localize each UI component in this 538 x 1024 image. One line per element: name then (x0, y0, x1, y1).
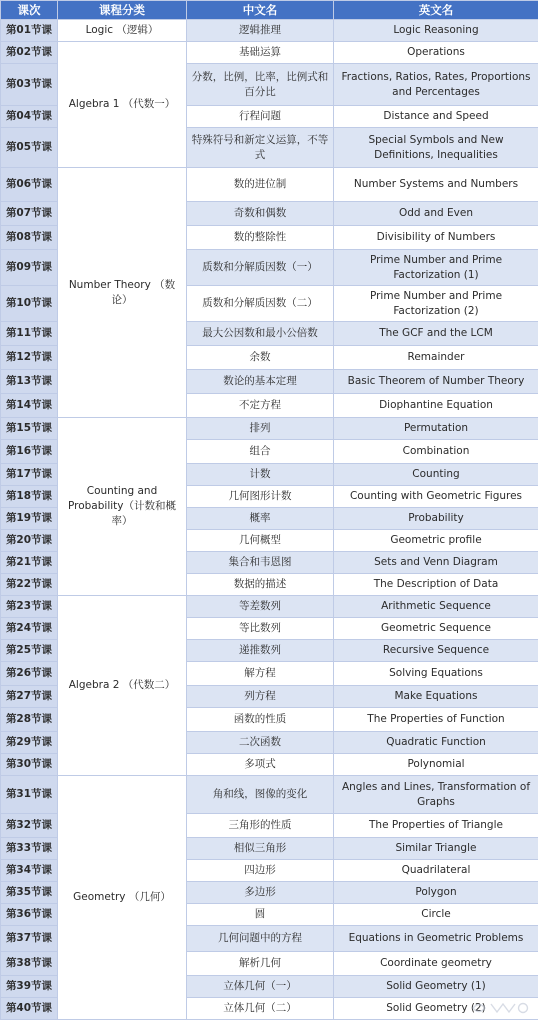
english-name: Circle (334, 904, 538, 926)
chinese-name: 不定方程 (187, 394, 334, 418)
category-cell: Number Theory （数论） (58, 168, 187, 418)
lesson-number: 第40节课 (1, 998, 58, 1020)
chinese-name: 几何概型 (187, 530, 334, 552)
table-row (1, 418, 538, 440)
english-name: Prime Number and Prime Factorization (1) (334, 250, 538, 286)
lesson-number: 第38节课 (1, 952, 58, 976)
lesson-number: 第30节课 (1, 754, 58, 776)
english-name: Coordinate geometry (334, 952, 538, 976)
chinese-name: 最大公因数和最小公倍数 (187, 322, 334, 346)
chinese-name: 计数 (187, 464, 334, 486)
english-name: Equations in Geometric Problems (334, 926, 538, 952)
chinese-name: 排列 (187, 418, 334, 440)
chinese-name: 三角形的性质 (187, 814, 334, 838)
lesson-number: 第23节课 (1, 596, 58, 618)
english-name: Permutation (334, 418, 538, 440)
category-cell: Counting and Probability（计数和概率） (58, 418, 187, 596)
english-name: Remainder (334, 346, 538, 370)
category-cell: Geometry （几何） (58, 776, 187, 1020)
chinese-name: 几何问题中的方程 (187, 926, 334, 952)
english-name: Solid Geometry (1) (334, 976, 538, 998)
english-name: Diophantine Equation (334, 394, 538, 418)
chinese-name: 多项式 (187, 754, 334, 776)
header-category: 课程分类 (58, 1, 187, 20)
table-row (1, 42, 538, 64)
watermark-logo (470, 998, 532, 1018)
table-row (1, 168, 538, 202)
chinese-name: 行程问题 (187, 106, 334, 128)
english-name: Polygon (334, 882, 538, 904)
lesson-number: 第26节课 (1, 662, 58, 686)
header-lesson: 课次 (1, 1, 58, 20)
english-name: The Description of Data (334, 574, 538, 596)
lesson-number: 第11节课 (1, 322, 58, 346)
english-name: Make Equations (334, 686, 538, 708)
lesson-number: 第24节课 (1, 618, 58, 640)
lesson-number: 第35节课 (1, 882, 58, 904)
chinese-name: 基础运算 (187, 42, 334, 64)
category-cell: Algebra 2 （代数二） (58, 596, 187, 776)
chinese-name: 分数，比例，比率，比例式和百分比 (187, 64, 334, 106)
english-name: Geometric profile (334, 530, 538, 552)
english-name: Angles and Lines, Transformation of Graphs (334, 776, 538, 814)
chinese-name: 等差数列 (187, 596, 334, 618)
english-name: Sets and Venn Diagram (334, 552, 538, 574)
chinese-name: 等比数列 (187, 618, 334, 640)
chinese-name: 逻辑推理 (187, 20, 334, 42)
header-chinese-name: 中文名 (187, 1, 334, 20)
chinese-name: 相似三角形 (187, 838, 334, 860)
chinese-name: 奇数和偶数 (187, 202, 334, 226)
lesson-number: 第18节课 (1, 486, 58, 508)
english-name: Distance and Speed (334, 106, 538, 128)
chinese-name: 立体几何（一） (187, 976, 334, 998)
lesson-number: 第22节课 (1, 574, 58, 596)
chinese-name: 数据的描述 (187, 574, 334, 596)
chinese-name: 几何图形计数 (187, 486, 334, 508)
english-name: Odd and Even (334, 202, 538, 226)
lesson-number: 第25节课 (1, 640, 58, 662)
chinese-name: 数论的基本定理 (187, 370, 334, 394)
table-row (1, 776, 538, 814)
lesson-number: 第31节课 (1, 776, 58, 814)
english-name: Counting with Geometric Figures (334, 486, 538, 508)
lesson-number: 第07节课 (1, 202, 58, 226)
lesson-number: 第05节课 (1, 128, 58, 168)
table-row (1, 20, 538, 42)
english-name: Prime Number and Prime Factorization (2) (334, 286, 538, 322)
english-name: Quadrilateral (334, 860, 538, 882)
english-name: Special Symbols and New Definitions, Inequalities (334, 128, 538, 168)
english-name: Solving Equations (334, 662, 538, 686)
chinese-name: 四边形 (187, 860, 334, 882)
english-name: Quadratic Function (334, 732, 538, 754)
lesson-number: 第21节课 (1, 552, 58, 574)
course-table-body (1, 20, 538, 1020)
english-name: Divisibility of Numbers (334, 226, 538, 250)
english-name: Polynomial (334, 754, 538, 776)
chinese-name: 概率 (187, 508, 334, 530)
english-name: Basic Theorem of Number Theory (334, 370, 538, 394)
english-name: Recursive Sequence (334, 640, 538, 662)
lesson-number: 第29节课 (1, 732, 58, 754)
chinese-name: 数的整除性 (187, 226, 334, 250)
lesson-number: 第06节课 (1, 168, 58, 202)
english-name: Geometric Sequence (334, 618, 538, 640)
lesson-number: 第04节课 (1, 106, 58, 128)
chinese-name: 立体几何（二） (187, 998, 334, 1020)
chinese-name: 多边形 (187, 882, 334, 904)
header-english-name: 英文名 (334, 1, 538, 20)
category-cell: Algebra 1 （代数一） (58, 42, 187, 168)
lesson-number: 第19节课 (1, 508, 58, 530)
lesson-number: 第12节课 (1, 346, 58, 370)
category-cell: Logic （逻辑） (58, 20, 187, 42)
lesson-number: 第01节课 (1, 20, 58, 42)
lesson-number: 第10节课 (1, 286, 58, 322)
chinese-name: 数的进位制 (187, 168, 334, 202)
english-name: Operations (334, 42, 538, 64)
lesson-number: 第28节课 (1, 708, 58, 732)
english-name: Solid Geometry (2) (334, 998, 538, 1020)
english-name: Counting (334, 464, 538, 486)
english-name: The GCF and the LCM (334, 322, 538, 346)
lesson-number: 第13节课 (1, 370, 58, 394)
english-name: Number Systems and Numbers (334, 168, 538, 202)
header-row (1, 1, 538, 20)
lesson-number: 第08节课 (1, 226, 58, 250)
lesson-number: 第33节课 (1, 838, 58, 860)
english-name: The Properties of Triangle (334, 814, 538, 838)
chinese-name: 解析几何 (187, 952, 334, 976)
lesson-number: 第20节课 (1, 530, 58, 552)
chinese-name: 质数和分解质因数（二） (187, 286, 334, 322)
lesson-number: 第39节课 (1, 976, 58, 998)
chinese-name: 质数和分解质因数（一） (187, 250, 334, 286)
table-row (1, 596, 538, 618)
lesson-number: 第34节课 (1, 860, 58, 882)
lesson-number: 第32节课 (1, 814, 58, 838)
chinese-name: 集合和韦恩图 (187, 552, 334, 574)
chinese-name: 二次函数 (187, 732, 334, 754)
chinese-name: 余数 (187, 346, 334, 370)
chinese-name: 圆 (187, 904, 334, 926)
english-name: Fractions, Ratios, Rates, Proportions and Percentages (334, 64, 538, 106)
lesson-number: 第15节课 (1, 418, 58, 440)
lesson-number: 第27节课 (1, 686, 58, 708)
chinese-name: 列方程 (187, 686, 334, 708)
lesson-number: 第16节课 (1, 440, 58, 464)
lesson-number: 第17节课 (1, 464, 58, 486)
english-name: Logic Reasoning (334, 20, 538, 42)
lesson-number: 第03节课 (1, 64, 58, 106)
chinese-name: 组合 (187, 440, 334, 464)
lesson-number: 第36节课 (1, 904, 58, 926)
english-name: Combination (334, 440, 538, 464)
chinese-name: 函数的性质 (187, 708, 334, 732)
chinese-name: 解方程 (187, 662, 334, 686)
lesson-number: 第14节课 (1, 394, 58, 418)
english-name: Arithmetic Sequence (334, 596, 538, 618)
chinese-name: 特殊符号和新定义运算，不等式 (187, 128, 334, 168)
lesson-number: 第09节课 (1, 250, 58, 286)
lesson-number: 第37节课 (1, 926, 58, 952)
chinese-name: 角和线，图像的变化 (187, 776, 334, 814)
lesson-number: 第02节课 (1, 42, 58, 64)
chinese-name: 递推数列 (187, 640, 334, 662)
english-name: Similar Triangle (334, 838, 538, 860)
english-name: The Properties of Function (334, 708, 538, 732)
english-name: Probability (334, 508, 538, 530)
